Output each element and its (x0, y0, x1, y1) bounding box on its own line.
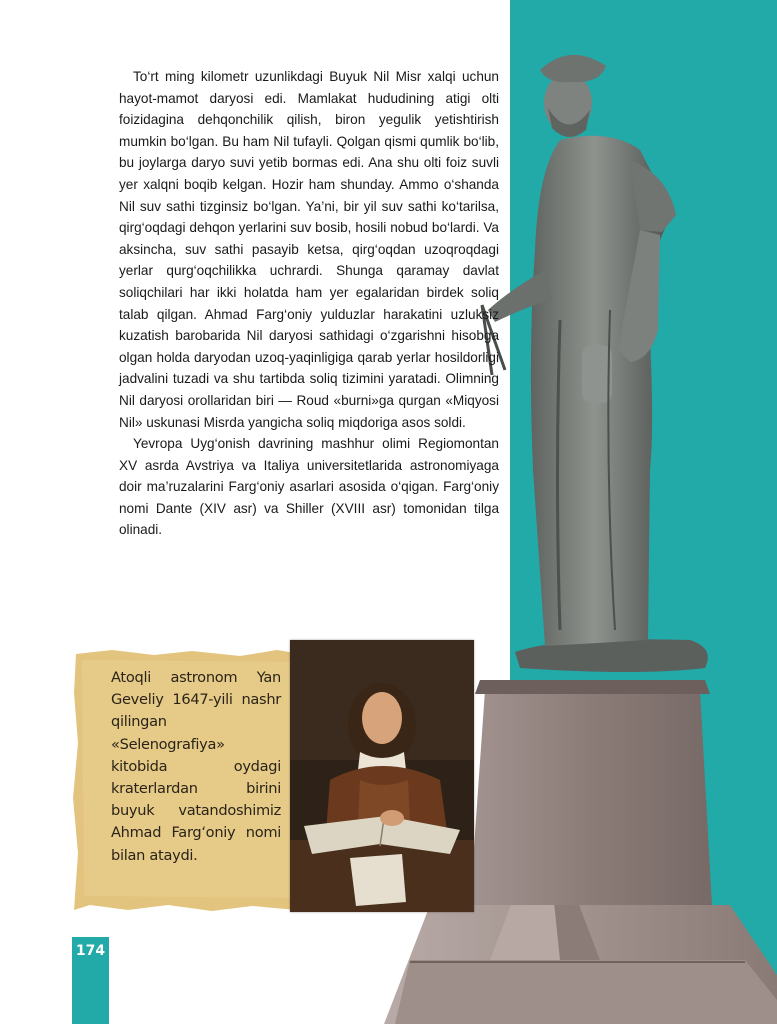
portrait-caption: Atoqli astronom Yan Geveliy 1647-yili nashr qilingan «Selenografiya» kitobida oydagi kraterlardan birini buyuk vatandoshimiz Ahmad Farg‘oniy nomi bilan ataydi. (111, 669, 281, 864)
article-paragraph-1: To‘rt ming kilometr uzunlikdagi Buyuk Nil Misr xalqi uchun hayot-mamot daryosi edi. Mamlakat hududining atigi olti foizidagina dehqonchilik qilish, biron yegulik yetishtirish mumkin bo‘lgan. Bu ham Nil tufayli. Qolgan qismi qumlik bo‘lib, bu joylarga daryo suvi yetib bormas edi. Ana shu olti foiz suvli yer xalqni boqib kelgan. Hozir ham shunday. Ammo o‘shanda Nil suv sathi tizginsiz bo‘lgan. Ya’ni, bir yil suv sathi ko‘tarilsa, qirg‘oqdagi dehqon yerlarini suv bosib, hosili nobud bo‘lardi. Va aksincha, suv sathi pasayib ketsa, qirg‘oqdan uzoqroqdagi yerlar qurg‘oqchilikka uchrardi. Shunga qaramay davlat soliqchilari har ikki holatda ham yer egalaridan birdek soliq talab qilgan. Ahmad Farg‘oniy yulduzlar harakatini uzluksiz kuzatish barobarida Nil daryosi sathidagi o‘zgarishni hisobga olgan holda daryodan uzoq-yaqinligiga qarab yerlar hosildorligi jadvalini tuzadi va shu tartibda soliq tizimini yaratadi. Olimning Nil daryosi orollaridan biri — Roud «burni»ga qurgan «Miqyosi Nil» uskunasi Misrda yangicha soliq miqdoriga asos soldi. (119, 69, 499, 430)
page-number: 174 (75, 943, 106, 959)
hevelius-portrait (290, 640, 474, 912)
article-body (119, 66, 499, 541)
article-paragraph-2: Yevropa Uyg‘onish davrining mashhur olimi Regiomontan XV asrda Avstriya va Italiya universitetlarida astronomiyaga doir ma’ruzalarini Farg‘oniy asarlari asosida o‘qigan. Farg‘oniy nomi Dante (XIV asr) va Shiller (XVIII asr) tomonidan tilga olinadi. (119, 436, 499, 538)
